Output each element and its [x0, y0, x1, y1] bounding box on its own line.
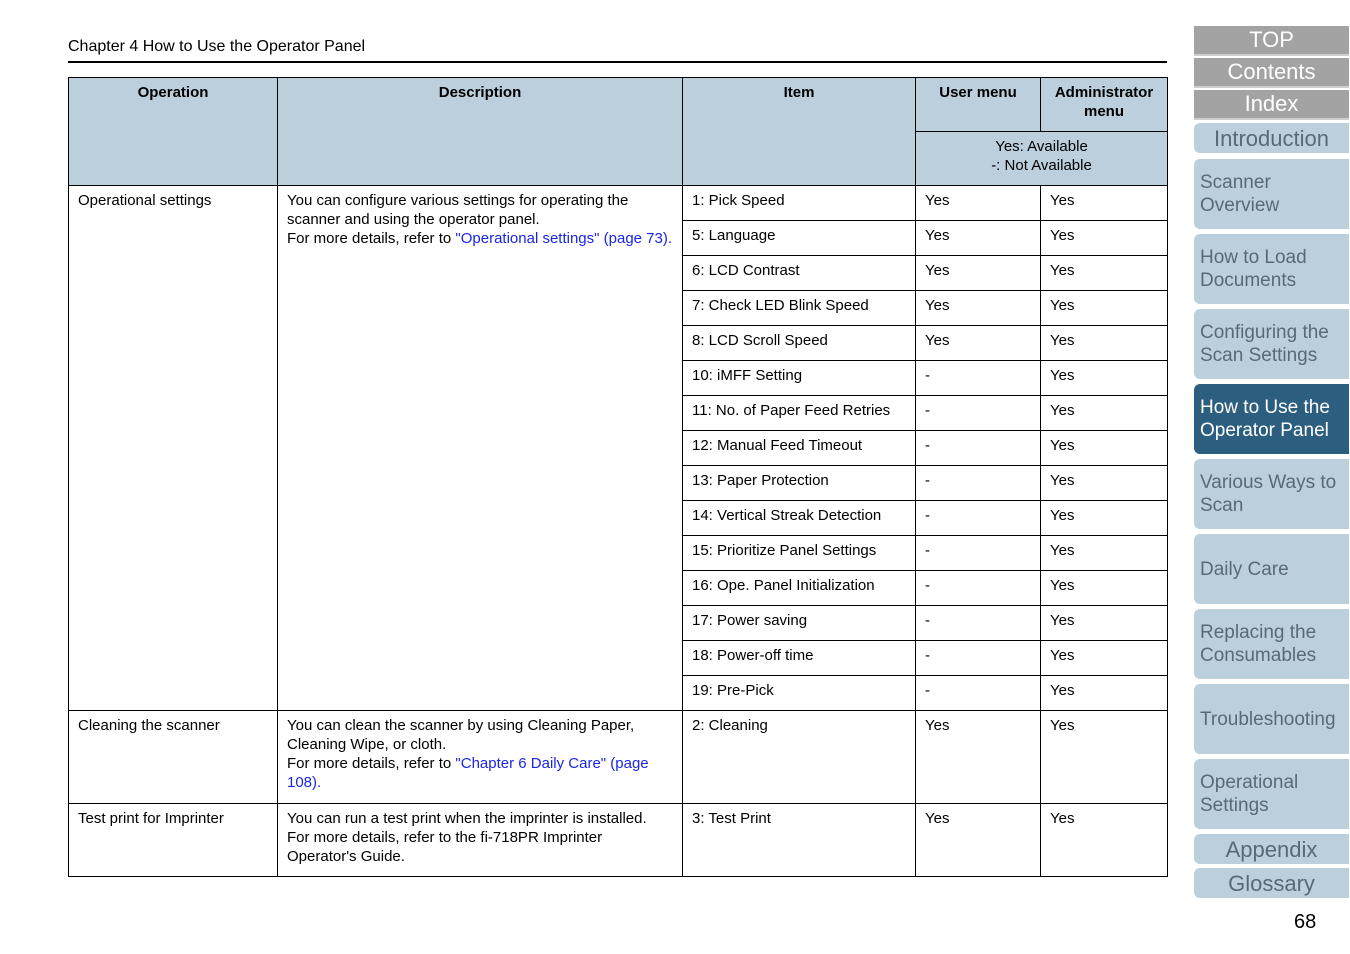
admin-menu-cell: Yes — [1041, 641, 1168, 676]
item-cell: 3: Test Print — [683, 804, 916, 877]
header-item: Item — [683, 78, 916, 186]
header-user-menu: User menu — [916, 78, 1041, 132]
nav-tab-operational-settings[interactable] — [1194, 759, 1349, 829]
nav-tab-various-ways[interactable] — [1194, 459, 1349, 529]
legend-yes: Yes: Available — [995, 138, 1088, 155]
item-cell: 10: iMFF Setting — [683, 361, 916, 396]
item-cell: 5: Language — [683, 221, 916, 256]
user-menu-cell: - — [916, 501, 1041, 536]
admin-menu-cell: Yes — [1041, 361, 1168, 396]
nav-tab-appendix[interactable] — [1194, 834, 1349, 864]
reference-prefix: For more details, refer to — [287, 755, 456, 772]
admin-menu-cell: Yes — [1041, 326, 1168, 361]
legend-no: -: Not Available — [991, 157, 1092, 174]
item-cell: 1: Pick Speed — [683, 186, 916, 221]
daily-care-link[interactable]: "Chapter 6 Daily Care" (page 108). — [287, 755, 649, 791]
item-cell: 2: Cleaning — [683, 711, 916, 804]
user-menu-cell: - — [916, 571, 1041, 606]
item-cell: 14: Vertical Streak Detection — [683, 501, 916, 536]
nav-tab-label: Various Ways to Scan — [1200, 472, 1337, 516]
nav-tab-label: How to Load Documents — [1200, 247, 1307, 291]
operation-cell: Operational settings — [69, 186, 278, 711]
admin-menu-cell: Yes — [1041, 186, 1168, 221]
item-cell: 15: Prioritize Panel Settings — [683, 536, 916, 571]
table-row — [69, 711, 1168, 804]
admin-menu-cell: Yes — [1041, 431, 1168, 466]
admin-menu-cell: Yes — [1041, 711, 1168, 804]
nav-tab-label: Troubleshooting — [1200, 708, 1336, 730]
user-menu-cell: Yes — [916, 326, 1041, 361]
admin-menu-cell: Yes — [1041, 291, 1168, 326]
table-row — [69, 804, 1168, 877]
nav-top-button[interactable]: TOP — [1194, 26, 1349, 56]
operation-cell: Cleaning the scanner — [69, 711, 278, 804]
item-cell: 13: Paper Protection — [683, 466, 916, 501]
description-cell — [278, 711, 683, 804]
nav-tab-label: Daily Care — [1200, 558, 1289, 580]
admin-menu-cell: Yes — [1041, 221, 1168, 256]
description-text: You can clean the scanner by using Cleaning Paper, Cleaning Wipe, or cloth. — [287, 717, 635, 753]
user-menu-cell: Yes — [916, 256, 1041, 291]
nav-tab-label: Replacing the Consumables — [1200, 622, 1317, 666]
user-menu-cell: - — [916, 606, 1041, 641]
header-admin-menu: Administrator menu — [1041, 78, 1168, 132]
nav-tab-configuring[interactable] — [1194, 309, 1349, 379]
item-cell: 12: Manual Feed Timeout — [683, 431, 916, 466]
nav-tab-label: Operational Settings — [1200, 772, 1299, 816]
operational-settings-link[interactable]: "Operational settings" (page 73). — [455, 230, 673, 247]
nav-tab-label: Scanner Overview — [1200, 172, 1280, 216]
user-menu-cell: - — [916, 396, 1041, 431]
table-row — [69, 186, 1168, 221]
nav-tab-introduction[interactable] — [1194, 123, 1349, 153]
description-cell — [278, 186, 683, 711]
availability-legend — [916, 132, 1168, 186]
user-menu-cell: - — [916, 536, 1041, 571]
operator-panel-table — [68, 77, 1168, 877]
nav-tab-glossary[interactable] — [1194, 868, 1349, 898]
user-menu-cell: - — [916, 466, 1041, 501]
nav-tab-replacing[interactable] — [1194, 609, 1349, 679]
header-operation: Operation — [69, 78, 278, 186]
item-cell: 7: Check LED Blink Speed — [683, 291, 916, 326]
item-cell: 18: Power-off time — [683, 641, 916, 676]
admin-menu-cell: Yes — [1041, 606, 1168, 641]
item-cell: 19: Pre-Pick — [683, 676, 916, 711]
nav-tab-label: Glossary — [1228, 870, 1315, 896]
operation-cell: Test print for Imprinter — [69, 804, 278, 877]
nav-tab-label: How to Use the Operator Panel — [1200, 397, 1330, 441]
nav-tab-label: Configuring the Scan Settings — [1200, 322, 1329, 366]
nav-tab-label: Introduction — [1214, 125, 1329, 151]
user-menu-cell: Yes — [916, 711, 1041, 804]
page-number: 68 — [1294, 911, 1317, 933]
nav-tab-how-to-load[interactable] — [1194, 234, 1349, 304]
user-menu-cell: Yes — [916, 186, 1041, 221]
nav-contents-button[interactable]: Contents — [1194, 58, 1349, 88]
user-menu-cell: - — [916, 641, 1041, 676]
nav-tab-scanner-overview[interactable] — [1194, 159, 1349, 229]
admin-menu-cell: Yes — [1041, 256, 1168, 291]
title-divider — [68, 61, 1167, 63]
admin-menu-cell: Yes — [1041, 396, 1168, 431]
nav-tab-operator-panel[interactable] — [1194, 384, 1349, 454]
nav-index-button[interactable]: Index — [1194, 90, 1349, 120]
user-menu-cell: Yes — [916, 804, 1041, 877]
header-description: Description — [278, 78, 683, 186]
user-menu-cell: Yes — [916, 221, 1041, 256]
item-cell: 11: No. of Paper Feed Retries — [683, 396, 916, 431]
description-text: You can configure various settings for operating the scanner and using the operator panel. — [287, 192, 629, 228]
item-cell: 16: Ope. Panel Initialization — [683, 571, 916, 606]
item-cell: 6: LCD Contrast — [683, 256, 916, 291]
admin-menu-cell: Yes — [1041, 571, 1168, 606]
user-menu-cell: Yes — [916, 291, 1041, 326]
nav-tab-daily-care[interactable] — [1194, 534, 1349, 604]
item-cell: 17: Power saving — [683, 606, 916, 641]
reference-prefix: For more details, refer to — [287, 230, 456, 247]
item-cell: 8: LCD Scroll Speed — [683, 326, 916, 361]
user-menu-cell: - — [916, 361, 1041, 396]
user-menu-cell: - — [916, 431, 1041, 466]
description-cell: You can run a test print when the imprinter is installed. For more details, refer to the fi-718PR Imprinter Operator's Guide. — [278, 804, 683, 877]
admin-menu-cell: Yes — [1041, 536, 1168, 571]
chapter-title: Chapter 4 How to Use the Operator Panel — [68, 38, 366, 55]
nav-tab-troubleshooting[interactable] — [1194, 684, 1349, 754]
admin-menu-cell: Yes — [1041, 676, 1168, 711]
admin-menu-cell: Yes — [1041, 804, 1168, 877]
admin-menu-cell: Yes — [1041, 466, 1168, 501]
user-menu-cell: - — [916, 676, 1041, 711]
nav-tab-label: Appendix — [1225, 836, 1318, 862]
admin-menu-cell: Yes — [1041, 501, 1168, 536]
